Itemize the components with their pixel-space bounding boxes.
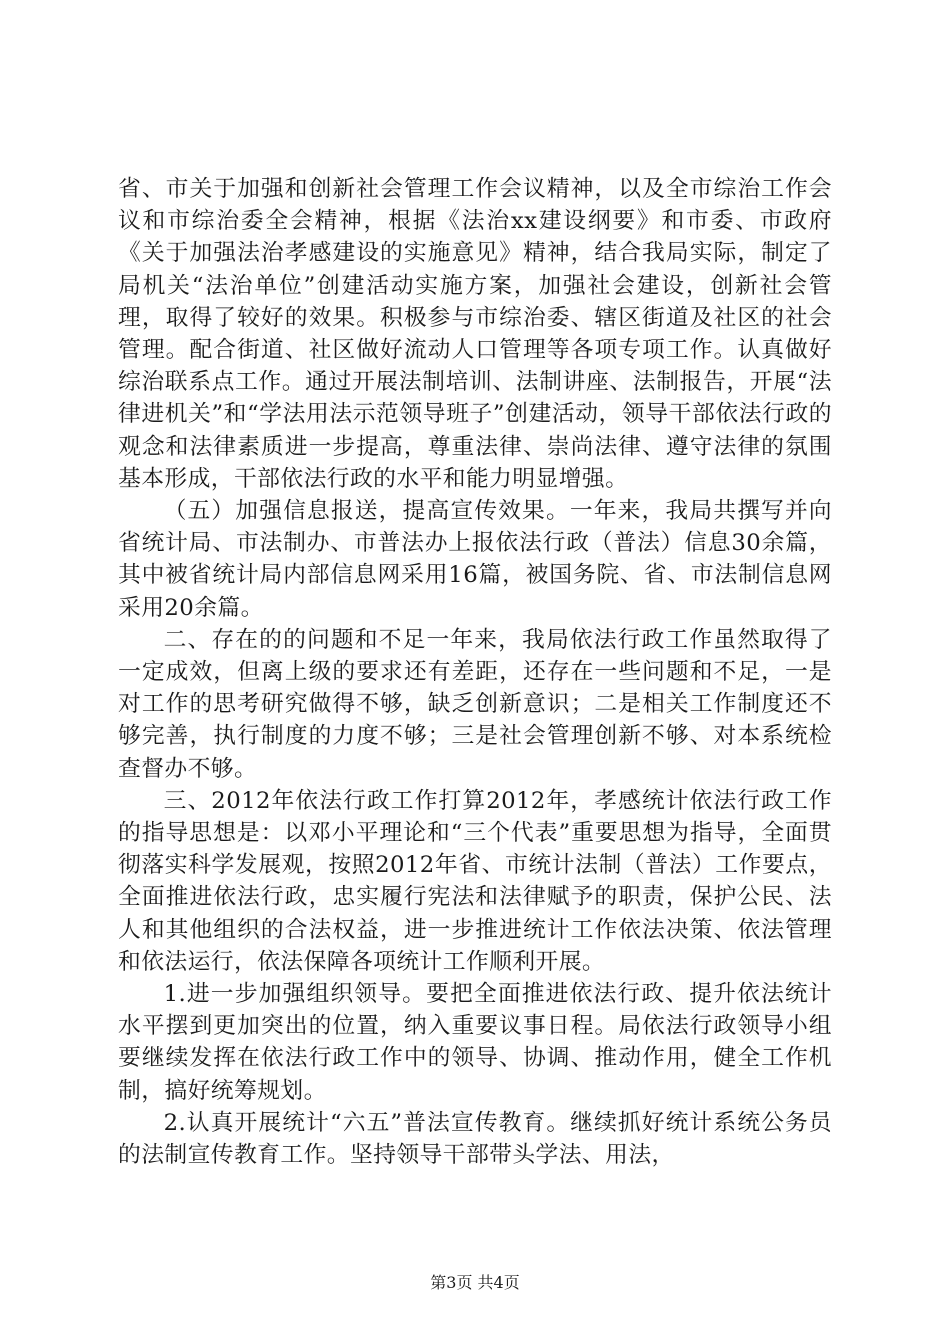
- paragraph-3: 二、存在的的问题和不足一年来，我局依法行政工作虽然取得了一定成效，但离上级的要求还有差距，还存在一些问题和不足，一是对工作的思考研究做得不够，缺乏创新意识；二是相关工作制度还不够完善，执行制度的力度不够；三是社会管理创新不够、对本系统检查督办不够。: [118, 626, 832, 782]
- paragraph-5: 1.进一步加强组织领导。要把全面推进依法行政、提升依法统计水平摆到更加突出的位置，纳入重要议事日程。局依法行政领导小组要继续发挥在依法行政工作中的领导、协调、推动作用，健全工作机制，搞好统筹规划。: [118, 981, 832, 1104]
- page-number-footer: 第3页 共4页: [430, 1273, 520, 1292]
- paragraph-1: 省、市关于加强和创新社会管理工作会议精神，以及全市综治工作会议和市综治委全会精神，根据《法治xx建设纲要》和市委、市政府《关于加强法治孝感建设的实施意见》精神，结合我局实际，制定了局机关“法治单位”创建活动实施方案，加强社会建设，创新社会管理，取得了较好的效果。积极参与市综治委、辖区街道及社区的社会管理。配合街道、社区做好流动人口管理等各项专项工作。认真做好综治联系点工作。通过开展法制培训、法制讲座、法制报告，开展“法律进机关”和“学法用法示范领导班子”创建活动，领导干部依法行政的观念和法律素质进一步提高，尊重法律、崇尚法律、遵守法律的氛围基本形成，干部依法行政的水平和能力明显增强。: [118, 176, 832, 492]
- paragraph-4: 三、2012年依法行政工作打算2012年，孝感统计依法行政工作的指导思想是：以邓小平理论和“三个代表”重要思想为指导，全面贯彻落实科学发展观，按照2012年省、市统计法制（普法）工作要点，全面推进依法行政，忠实履行宪法和法律赋予的职责，保护公民、法人和其他组织的合法权益，进一步推进统计工作依法决策、依法管理和依法运行，依法保障各项统计工作顺利开展。: [118, 787, 832, 975]
- paragraph-2: （五）加强信息报送，提高宣传效果。一年来，我局共撰写并向省统计局、市法制办、市普法办上报依法行政（普法）信息30余篇，其中被省统计局内部信息网采用16篇，被国务院、省、市法制信息网采用20余篇。: [118, 498, 832, 621]
- document-body: [118, 173, 832, 1171]
- paragraph-6: 2.认真开展统计“六五”普法宣传教育。继续抓好统计系统公务员的法制宣传教育工作。坚持领导干部带头学法、用法，: [118, 1109, 832, 1169]
